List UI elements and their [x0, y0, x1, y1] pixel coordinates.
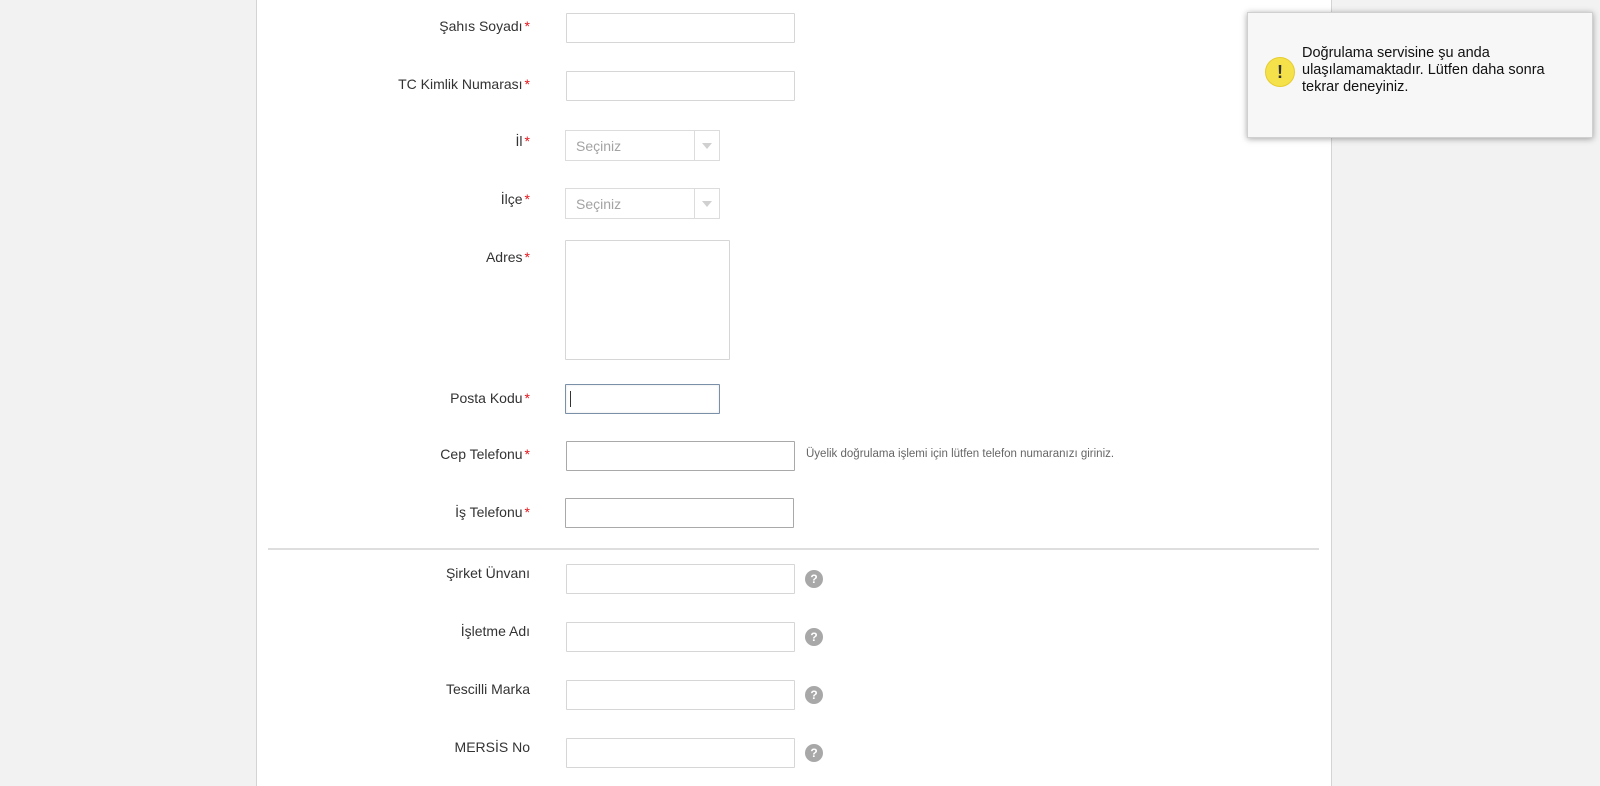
toast-message: Doğrulama servisine şu anda ulaşılamamaktadır. Lütfen daha sonra tekrar deneyiniz.	[1302, 45, 1545, 95]
isletme-adi-label: İşletme Adı	[460, 623, 530, 639]
il-label-text: İl	[515, 133, 523, 149]
posta-kodu-label-text: Posta Kodu	[450, 390, 523, 406]
ilce-label	[501, 191, 530, 207]
form-panel	[256, 0, 1332, 786]
adres-label-text: Adres	[485, 249, 523, 265]
help-icon[interactable]: ?	[805, 686, 823, 704]
required-marker: *	[524, 133, 530, 149]
il-label	[516, 133, 530, 149]
ilce-label-text: İlçe	[500, 191, 523, 207]
sahis-soyadi-input[interactable]	[566, 13, 795, 43]
il-select[interactable]	[565, 130, 720, 161]
required-marker: *	[524, 191, 530, 207]
cep-telefonu-input[interactable]	[566, 441, 795, 471]
is-telefonu-label-text: İş Telefonu	[455, 504, 523, 520]
sahis-soyadi-label-text: Şahıs Soyadı	[439, 18, 523, 34]
select-divider	[694, 131, 695, 160]
mersis-no-input[interactable]	[566, 738, 795, 768]
sirket-unvani-label: Şirket Ünvanı	[445, 565, 530, 581]
text-caret	[570, 391, 571, 407]
section-divider	[268, 548, 1319, 550]
required-marker: *	[524, 76, 530, 92]
cep-telefonu-label	[440, 446, 530, 462]
required-marker: *	[524, 446, 530, 462]
isletme-adi-input[interactable]	[566, 622, 795, 652]
tescilli-marka-input[interactable]	[566, 680, 795, 710]
ilce-select-value: Seçiniz	[576, 196, 622, 212]
help-icon[interactable]: ?	[805, 744, 823, 762]
posta-kodu-label	[450, 390, 530, 406]
il-select-value: Seçiniz	[576, 138, 622, 154]
tc-kimlik-label	[398, 76, 530, 92]
is-telefonu-label	[455, 504, 530, 520]
mersis-no-label: MERSİS No	[454, 739, 530, 755]
adres-label	[486, 249, 530, 265]
cep-telefonu-label-text: Cep Telefonu	[440, 446, 523, 462]
warning-toast[interactable]	[1247, 12, 1593, 138]
cep-telefonu-hint: Üyelik doğrulama işlemi için lütfen telefon numaranızı giriniz.	[806, 448, 1115, 460]
adres-textarea[interactable]	[565, 240, 730, 360]
warning-icon: !	[1265, 57, 1295, 87]
sahis-soyadi-label	[439, 18, 530, 34]
tescilli-marka-label: Tescilli Marka	[445, 681, 530, 697]
required-marker: *	[524, 390, 530, 406]
chevron-down-icon	[702, 143, 712, 149]
tc-kimlik-input[interactable]	[566, 71, 795, 101]
required-marker: *	[524, 249, 530, 265]
ilce-select[interactable]	[565, 188, 720, 219]
help-icon[interactable]: ?	[805, 628, 823, 646]
help-icon[interactable]: ?	[805, 570, 823, 588]
posta-kodu-input[interactable]	[565, 384, 720, 414]
required-marker: *	[524, 18, 530, 34]
sirket-unvani-input[interactable]	[566, 564, 795, 594]
is-telefonu-input[interactable]	[565, 498, 794, 528]
select-divider	[694, 189, 695, 218]
required-marker: *	[524, 504, 530, 520]
tc-kimlik-label-text: TC Kimlik Numarası	[398, 76, 523, 92]
chevron-down-icon	[702, 201, 712, 207]
